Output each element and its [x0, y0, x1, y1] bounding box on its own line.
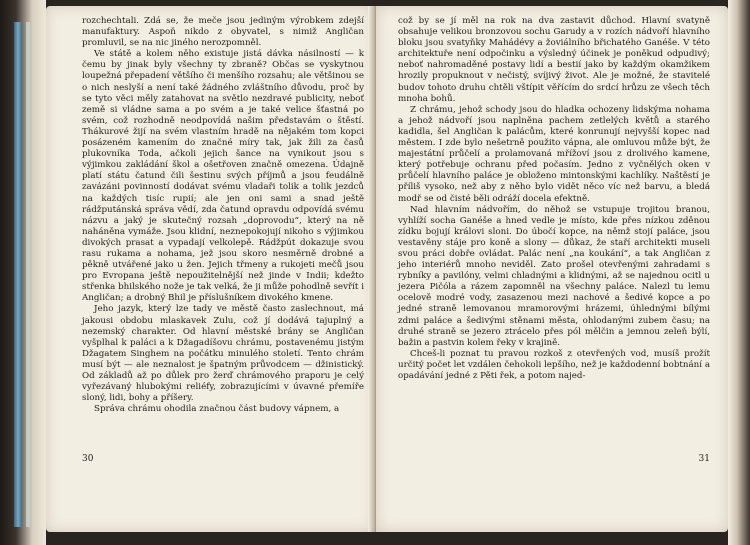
paragraph: Správa chrámu ohodila značnou část budovy vápnem, a: [94, 404, 340, 415]
paragraph: což by se jí měl na rok na dva zastavit důchod. Hlavní svatyně obsahuje velikou bronzovou sochu Garudy a v rozích nádvoří hlavního bloku jsou svatyňky Mahádévy a žoviálního břichatého Ganéše. V této architektuře není odpočinku a výsledný účinek je poněkud odpudivý; neboť nahromaděné postavy lidí a bestií jako by každým okamžikem hrozily propuknout v nečistý, svíjivý život. Ale je možné, že stavitelé budov tohoto druhu chtěli vštípit věřícím do srdcí hrůzu ze všech těch mnoha bohů.: [398, 16, 710, 104]
right-page: [376, 6, 728, 532]
book-cover-edge-right: [728, 0, 750, 545]
cover-stripe-secondary: [26, 22, 30, 527]
paragraph: rozchechtali. Zdá se, že meče jsou jediným výrobkem zdejší manufaktury. Aspoň nikdo z obyvatel, s nimiž Angličan promluvil, se na nic jiného nerozpomněl.: [82, 16, 364, 49]
paragraph: Chceš-li poznat tu pravou rozkoš z otevřených vod, musíš prožít určitý počet let vzdálen čehokoli lepšího, než je každodenní bobtnání a opadávání jedné z Pěti řek, a potom najed-: [398, 348, 710, 381]
paragraph: Ve státě a kolem něho existuje jistá dávka násilností — k čemu by jinak byly všechny ty zbraně? Občas se vyskytnou loupežná přepadení většího či menšího rozsahu; ale většinou se o nich neslyší a není také žádného zvláštního důvodu, proč by se tyto věci měly zatahovat na světlo nezdravé publicity, neboť země si vládne sama a po svém a je také velice šťastná po svém, což rozhodně neodpovídá našim představám o štěstí. Thákurové žijí na svém vlastním hradě na nějakém tom kopci posázeném kamením do značné míry tak, jak žili za časů plukovníka Toda, ačkoli jejich šance na vynikout jsou s výjimkou zakládání škol a ošetřoven značně omezena. Údajně platí státu čatund čili šestinu svých příjmů a jsou feudálně zavázáni povinností dodávat svému vladaři tolik a tolik jezdců na každých tisíc rupií; ale jen oni sami a snad ještě rádžputánská správa vědí, zda čatund opravdu odpovídá svému názvu a jaký je skutečný rozsah „doprovodu“, který na ně naháněna vymáže. Jsou klidní, neznepokojují nikoho s výjimkou divokých prasat a vypadají velkolepě. Rádžpút dokazuje svou rasu rukama a nohama, jež jsou skoro nesměrně drobné a pěkně utvářené jako u žen. Jejich třmeny a rukojeti mečů jsou pro Evropana ještě nepoužitelnější než jinde v Indii; kdežto střenka bhilského nože je tak velká, že ji může pohodlně sevřít i Angličan; a drobný Bhil je příslušníkem divokého kmene.: [82, 49, 364, 304]
left-page-text: [82, 16, 364, 415]
paragraph: Z chrámu, jehož schody jsou do hladka ochozeny lidskýma nohama a jehož nádvoří jsou naplněna pachem zetlelých květů a starého kadidla, šel Angličan k palácům, které konrunují nejvyšší kopec nad městem. I zde bylo nešetrně použito vápna, ale omluvou může být, že majestátní průčelí a prolamovaná mřížoví jsou z drolivého kamene, který potřebuje ochranu před počasím. Jedno z vyčnělých oken v průčelí hlavního paláce je obloženo mintonskými kachlíky. Naštěstí je příliš vysoko, než aby z něho bylo vidět něco víc než barvu, a bledá modř se od čisté běli odráží docela efektně.: [398, 104, 710, 204]
book-cover-edge-left: [0, 0, 46, 545]
paragraph: Nad hlavním nádvořím, do něhož se vstupuje trojitou branou, vyhlíží socha Ganéše a hned vedle je místo, kde přes nízkou zděnou zídku bojují královi sloni. Do úbočí kopce, na němž stojí paláce, jsou vestavěny stáje pro koně a slony — důkaz, že staří architekti museli svou práci dobře ovládat. Palác není „na koukání“, a tak Angličan z jeho interiérů mnoho neviděl. Zato prošel otevřenými zahradami s rybníky a pavilóny, velmi chladnými a klidnými, až se najednou ocitl u jezera Pičóla a rázem zapomněl na všechny paláce. Nalezl tu lemu ocelově modré vody, zasazenou mezi nachové a šedivé kopce a po jedné straně lemovanou mramorovými hrázemi, úhlednými bílými zdmi paláce a šedivými stěnami města, ohlodanými zubem času; na druhé straně se jezero ztrácelo přes pól mělčin a jemnou zeleň býlí, bažin a pastvin kolem řeky v krajině.: [398, 204, 710, 348]
left-page: [46, 6, 374, 532]
page-number: 30: [82, 454, 94, 464]
cover-stripe: [14, 22, 22, 527]
right-page-text: [398, 16, 710, 382]
paragraph: Jeho jazyk, který lze tady ve městě často zaslechnout, má jakousi obdobu mlaskavek Zulu, což jí dodává tajuplný a nezemský charakter. Od hlavní městské brány se Angličan vyšplhal k paláci a k Džagadíšovu chrámu, postavenému jistým Džagatem Singhem na počátku minulého století. Tento chrám musí být — ale neznalost je špatným průvodcem — džinistický. Od základů až po důlek pro žerď chrámového praporu je celý vyřezávaný hlubokými reliéfy, zobrazujícími v úvavné přemíře sloný, lidi, bohy a příšery.: [82, 304, 364, 404]
page-number: 31: [698, 454, 710, 464]
